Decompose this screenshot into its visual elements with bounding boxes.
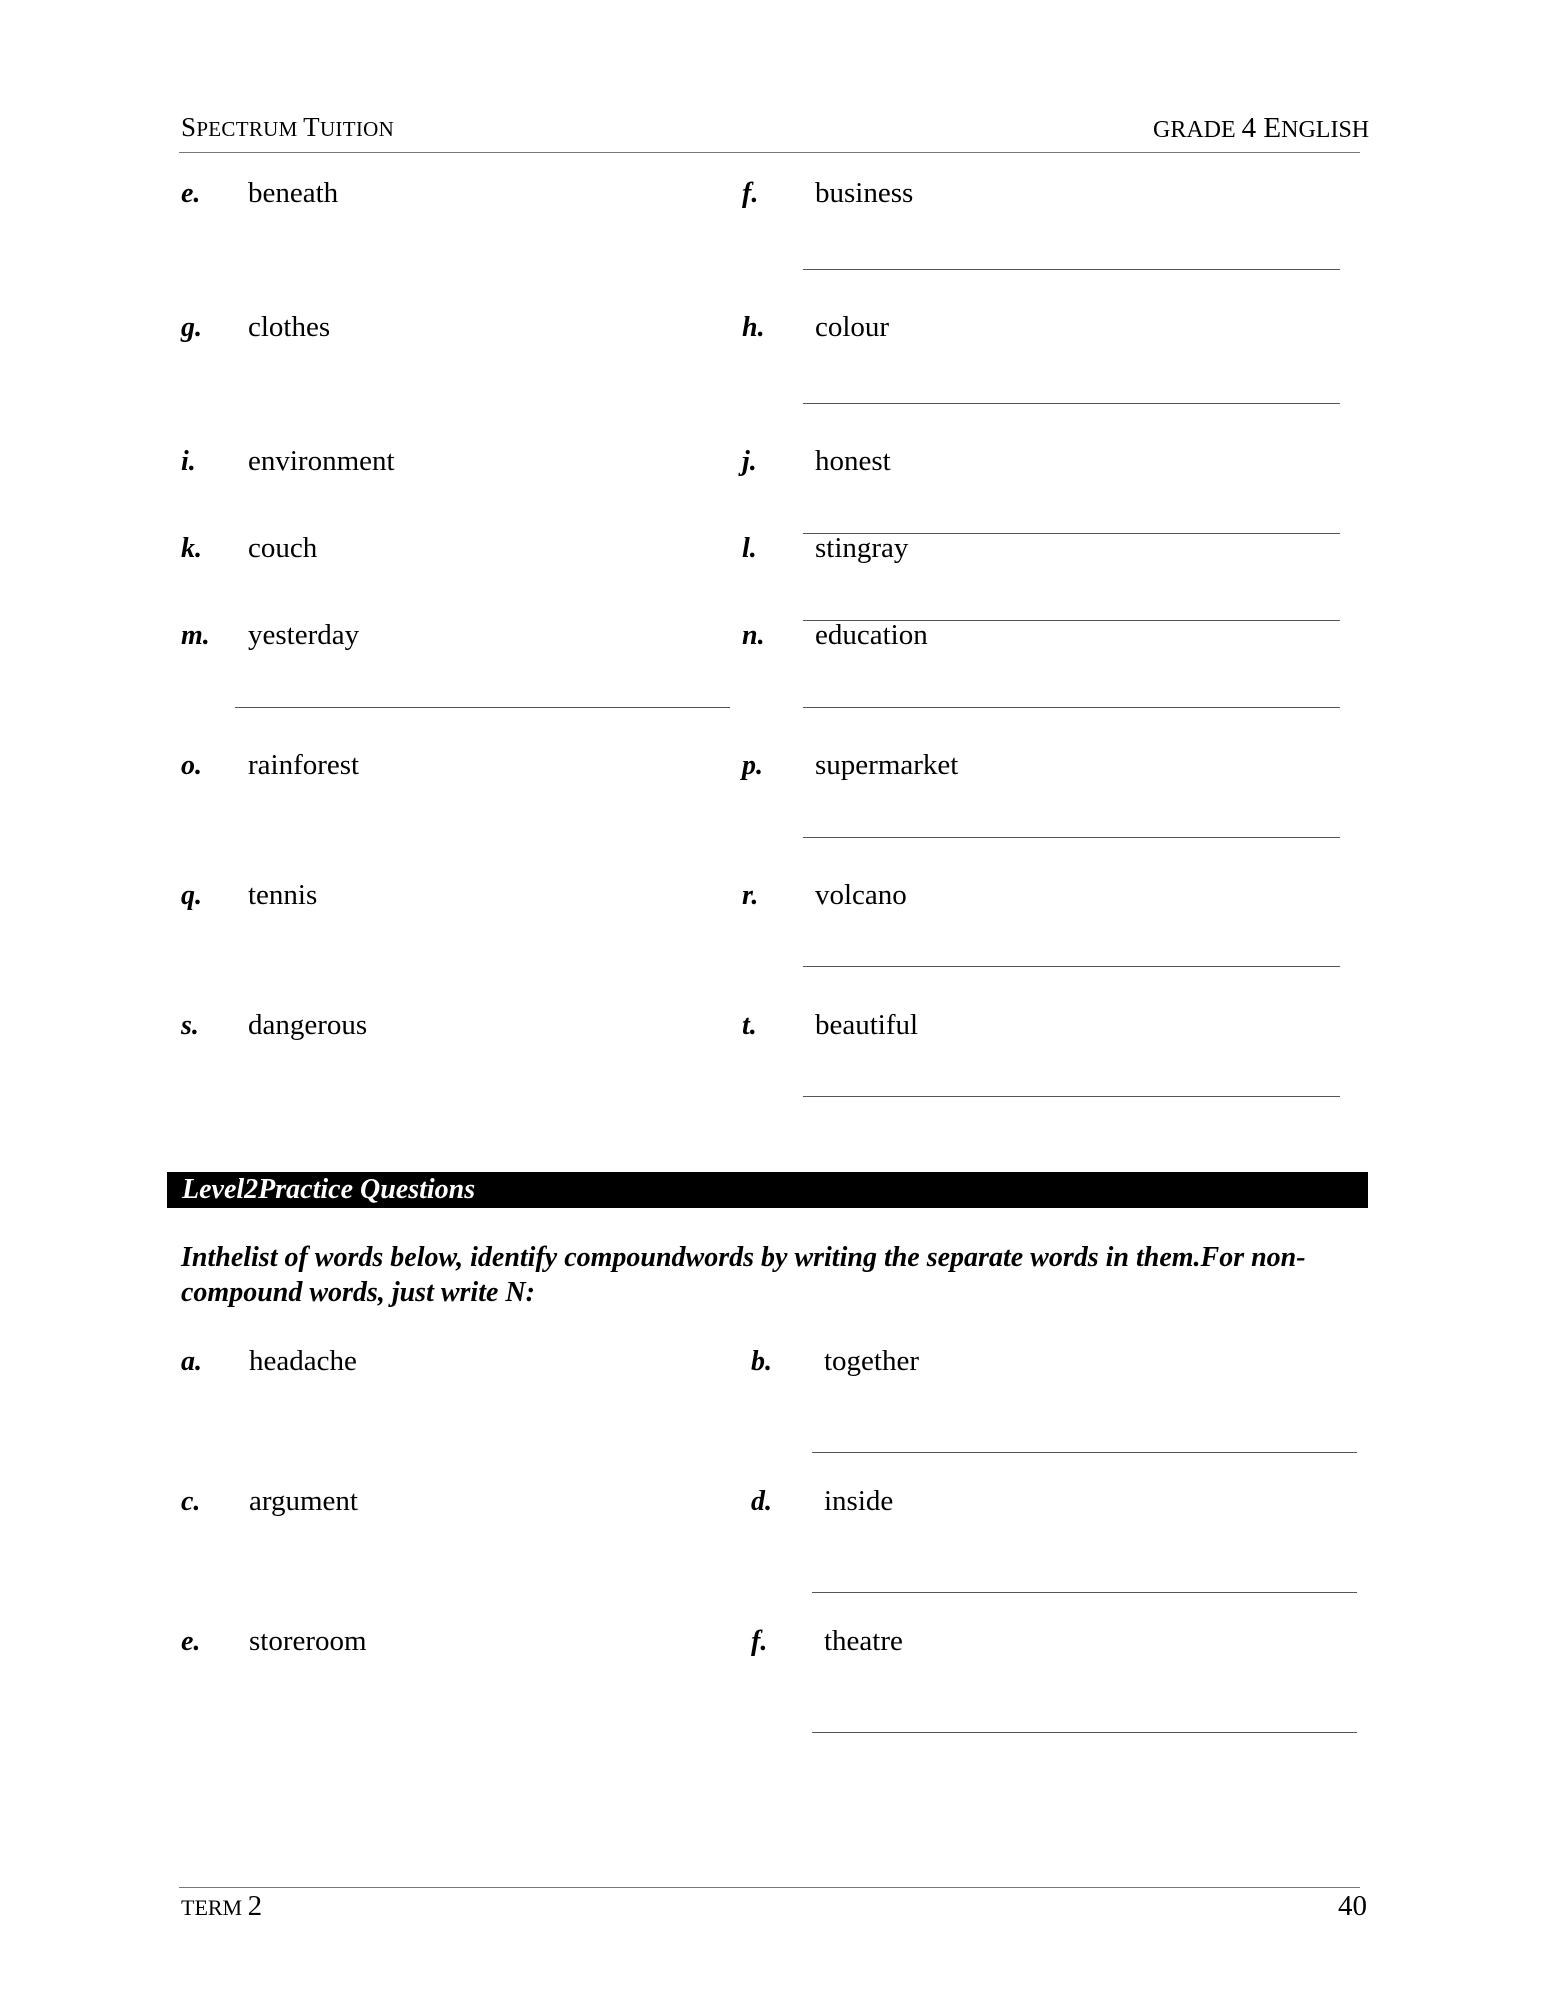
header-title — [181, 112, 394, 143]
item-word: storeroom — [249, 1625, 367, 1657]
header-subject-rest: NGLISH — [1281, 117, 1370, 143]
header-grade — [1153, 112, 1369, 145]
header-title-t: T — [303, 112, 320, 142]
item-label: l. — [742, 533, 757, 564]
item-word: together — [824, 1345, 920, 1377]
item-word: headache — [249, 1345, 357, 1377]
item-label: o. — [181, 750, 202, 781]
item-word: colour — [815, 311, 890, 343]
answer-line[interactable] — [812, 1452, 1357, 1453]
answer-line[interactable] — [803, 269, 1340, 270]
item-word: tennis — [248, 879, 318, 911]
item-label: m. — [181, 620, 210, 651]
answer-line[interactable] — [812, 1732, 1357, 1733]
header-title-pectrum: PECTRUM — [196, 117, 304, 141]
item-word: education — [815, 619, 928, 651]
item-word: clothes — [248, 311, 331, 343]
item-word: supermarket — [815, 749, 959, 781]
answer-line[interactable] — [803, 837, 1340, 838]
item-label: e. — [181, 178, 201, 209]
item-word: yesterday — [248, 619, 360, 651]
item-word: inside — [824, 1485, 894, 1517]
item-word: environment — [248, 445, 395, 477]
footer-divider — [179, 1887, 1360, 1888]
header-title-uition: UITION — [319, 117, 395, 141]
instructions: Inthelist of words below, identify compoundwords by writing the separate words in them.For non-compound words, just write N: — [181, 1242, 1306, 1308]
item-label: t. — [742, 1010, 757, 1041]
header-grade-word: GRADE — [1153, 117, 1242, 143]
item-word: beautiful — [815, 1009, 919, 1041]
header-title-s: S — [181, 112, 197, 142]
item-label: i. — [181, 446, 196, 477]
item-label: a. — [181, 1346, 202, 1377]
item-word: argument — [249, 1485, 358, 1517]
item-label: r. — [742, 880, 759, 911]
item-label: s. — [181, 1010, 199, 1041]
item-label: k. — [181, 533, 202, 564]
item-word: volcano — [815, 879, 907, 911]
item-word: honest — [815, 445, 891, 477]
footer-term-number: 2 — [247, 1890, 263, 1922]
header-divider — [179, 152, 1360, 153]
item-label: g. — [181, 312, 202, 343]
header-grade-number: 4 — [1241, 112, 1264, 144]
footer-term — [181, 1890, 262, 1923]
answer-line[interactable] — [235, 707, 730, 708]
item-word: theatre — [824, 1625, 903, 1657]
item-label: b. — [751, 1346, 772, 1377]
item-label: j. — [742, 446, 757, 477]
answer-line[interactable] — [803, 403, 1340, 404]
page-number: 40 — [1338, 1890, 1367, 1922]
section-title-bar: Level2Practice Questions — [167, 1172, 1368, 1208]
item-word: stingray — [815, 532, 909, 564]
item-word: dangerous — [248, 1009, 368, 1041]
footer-term-word: TERM — [181, 1895, 248, 1920]
item-label: n. — [742, 620, 765, 651]
item-label: p. — [742, 750, 763, 781]
answer-line[interactable] — [803, 966, 1340, 967]
answer-line[interactable] — [803, 1096, 1340, 1097]
item-label: d. — [751, 1486, 772, 1517]
item-word: rainforest — [248, 749, 360, 781]
item-label: h. — [742, 312, 765, 343]
answer-line[interactable] — [803, 707, 1340, 708]
item-word: business — [815, 177, 914, 209]
item-label: e. — [181, 1626, 201, 1657]
item-label: f. — [742, 178, 759, 209]
item-word: beneath — [248, 177, 339, 209]
header-subject-e: E — [1263, 112, 1282, 144]
item-word: couch — [248, 532, 318, 564]
item-label: f. — [751, 1626, 768, 1657]
answer-line[interactable] — [812, 1592, 1357, 1593]
item-label: c. — [181, 1486, 201, 1517]
item-label: q. — [181, 880, 202, 911]
